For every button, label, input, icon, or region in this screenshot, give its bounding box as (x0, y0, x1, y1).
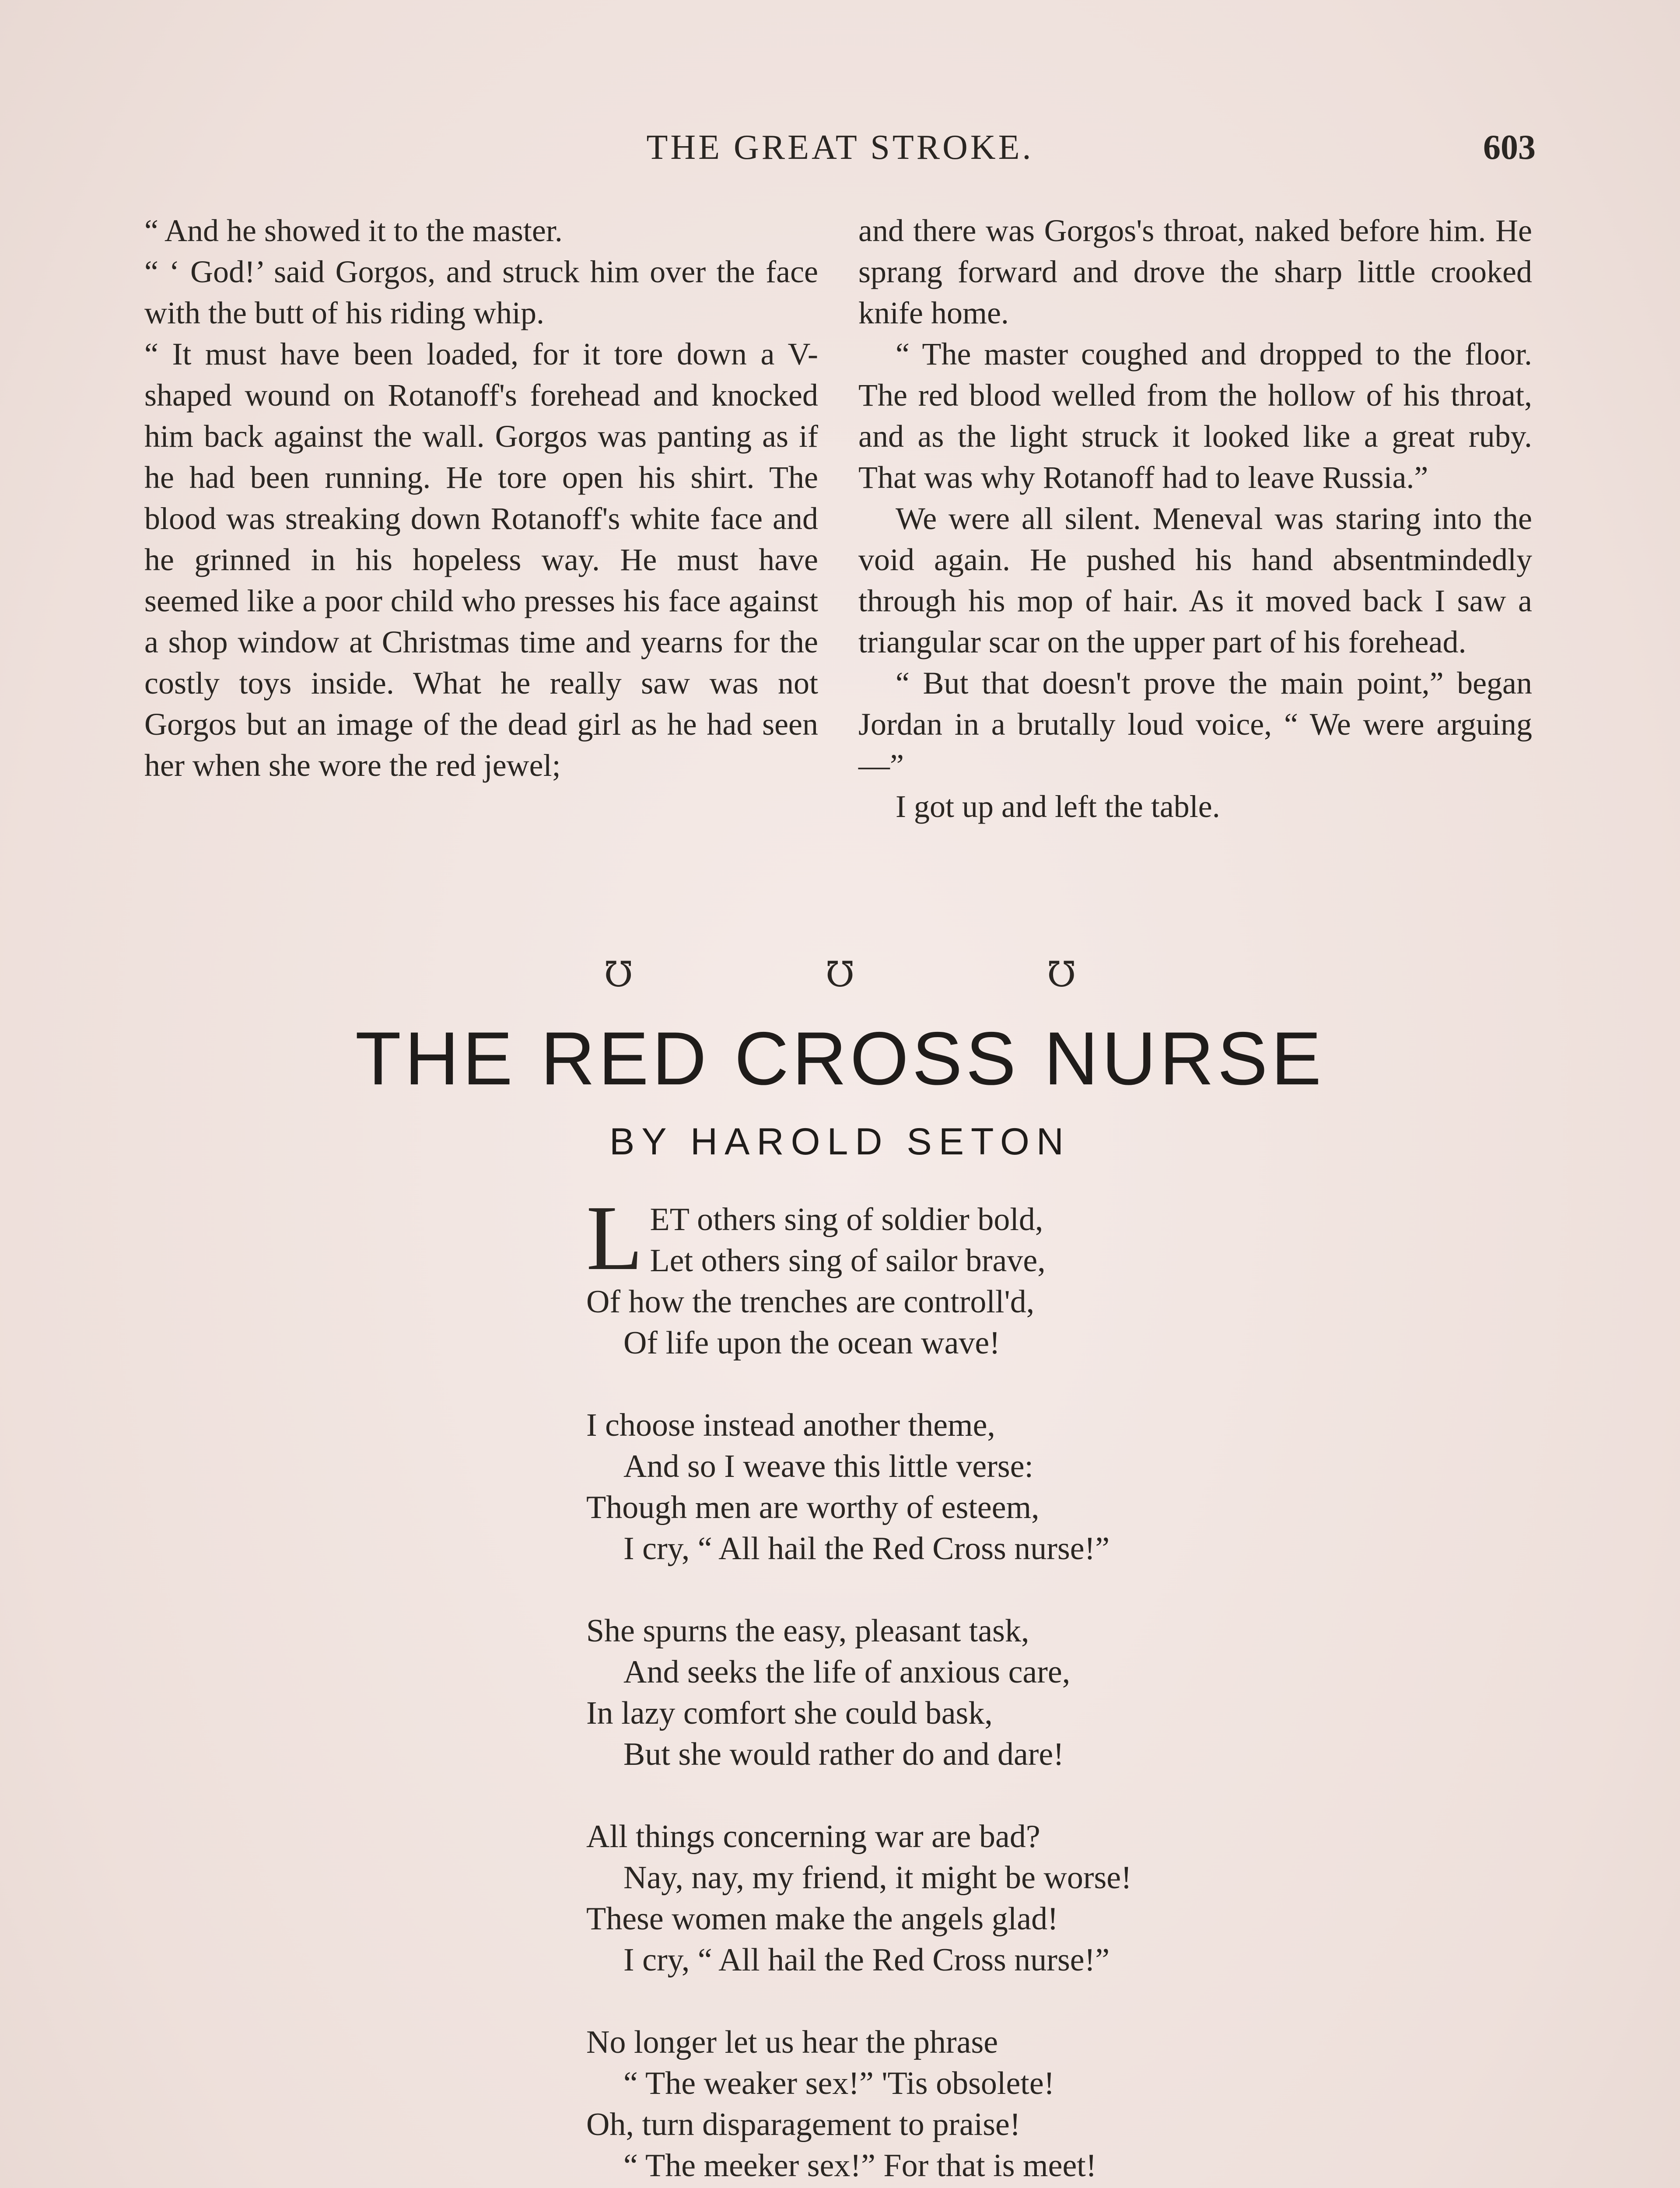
poem-line: I cry, “ All hail the Red Cross nurse!” (623, 1531, 1110, 1567)
poem-line-text: ET others sing of soldier bold, (650, 1202, 1043, 1238)
poem-line: These women make the angels glad! (586, 1901, 1058, 1937)
drop-cap: L (586, 1186, 643, 1289)
poem-line: Of life upon the ocean wave! (623, 1325, 1000, 1361)
poem (586, 1186, 1286, 2188)
poem-line: And so I weave this little verse: (623, 1448, 1034, 1484)
running-title: THE GREAT STROKE. (646, 128, 1034, 167)
page-number: 603 (1483, 128, 1536, 167)
story-columns (144, 210, 1536, 919)
poem-line: Of how the trenches are controll'd, (586, 1284, 1035, 1320)
paragraph: “ ‘ God!’ said Gorgos, and struck him over the face with the butt of his riding whip. (144, 254, 818, 330)
poem-line: Nay, nay, my friend, it might be worse! (623, 1860, 1132, 1896)
paragraph: “ But that doesn't prove the main point,” began Jordan in a brutally loud voice, “ We were arguing—” (858, 666, 1532, 783)
stanza (586, 1405, 1286, 1569)
stanza (586, 1816, 1286, 1981)
article-title: THE RED CROSS NURSE (355, 1017, 1325, 1101)
ornament-icon: ℧ (1047, 956, 1076, 994)
paragraph: I got up and left the table. (896, 789, 1220, 824)
poem-line: All things concerning war are bad? (586, 1819, 1040, 1855)
section-divider (0, 954, 1680, 995)
poem-line: In lazy comfort she could bask, (586, 1695, 993, 1731)
poem-line: “ The meeker sex!” For that is meet! (623, 2148, 1097, 2184)
poem-line: I choose instead another theme, (586, 1407, 995, 1443)
paragraph: “ It must have been loaded, for it tore down a V-shaped wound on Rotanoff's forehead and knocked him back against the wall. Gorgos was panting as if he had been running. He tore open his shirt. The blood was streaking down Rotanoff's white face and he grinned in his hopeless way. He must have seemed like a poor child who presses his face against a shop window at Christmas time and yearns for the costly toys inside. What he really saw was not Gorgos but an image of the dead girl as he had seen her when she wore the red jewel; (144, 337, 818, 783)
paragraph: We were all silent. Meneval was staring into the void again. He pushed his hand absentmindedly through his mop of hair. As it moved back I saw a triangular scar on the upper part of his forehead. (858, 501, 1532, 659)
poem-line: She spurns the easy, pleasant task, (586, 1613, 1029, 1649)
poem-line: Oh, turn disparagement to praise! (586, 2107, 1021, 2142)
left-column (144, 210, 818, 786)
stanza (586, 1610, 1286, 1775)
stanza (586, 2022, 1286, 2186)
poem-line: No longer let us hear the phrase (586, 2024, 998, 2060)
running-head (144, 128, 1536, 180)
ornament-icon: ℧ (604, 956, 633, 994)
poem-line: I cry, “ All hail the Red Cross nurse!” (623, 1942, 1110, 1978)
stanza (586, 1186, 1286, 1364)
poem-line: Though men are worthy of esteem, (586, 1490, 1040, 1525)
right-column (858, 210, 1532, 827)
poem-line: Let others sing of sailor brave, (650, 1243, 1046, 1279)
ornament-icon: ℧ (825, 956, 855, 994)
paragraph: “ The master coughed and dropped to the floor. The red blood welled from the hollow of his throat, and as the light struck it looked like a great ruby. That was why Rotanoff had to leave Russia.” (858, 337, 1532, 495)
article-byline: BY HAROLD SETON (609, 1121, 1071, 1163)
paragraph: and there was Gorgos's throat, naked before him. He sprang forward and drove the sharp little crooked knife home. (858, 213, 1532, 330)
poem-line: “ The weaker sex!” 'Tis obsolete! (623, 2065, 1055, 2101)
poem-line: But she would rather do and dare! (623, 1736, 1064, 1772)
poem-line: And seeks the life of anxious care, (623, 1654, 1071, 1690)
paragraph: “ And he showed it to the master. (144, 213, 563, 248)
